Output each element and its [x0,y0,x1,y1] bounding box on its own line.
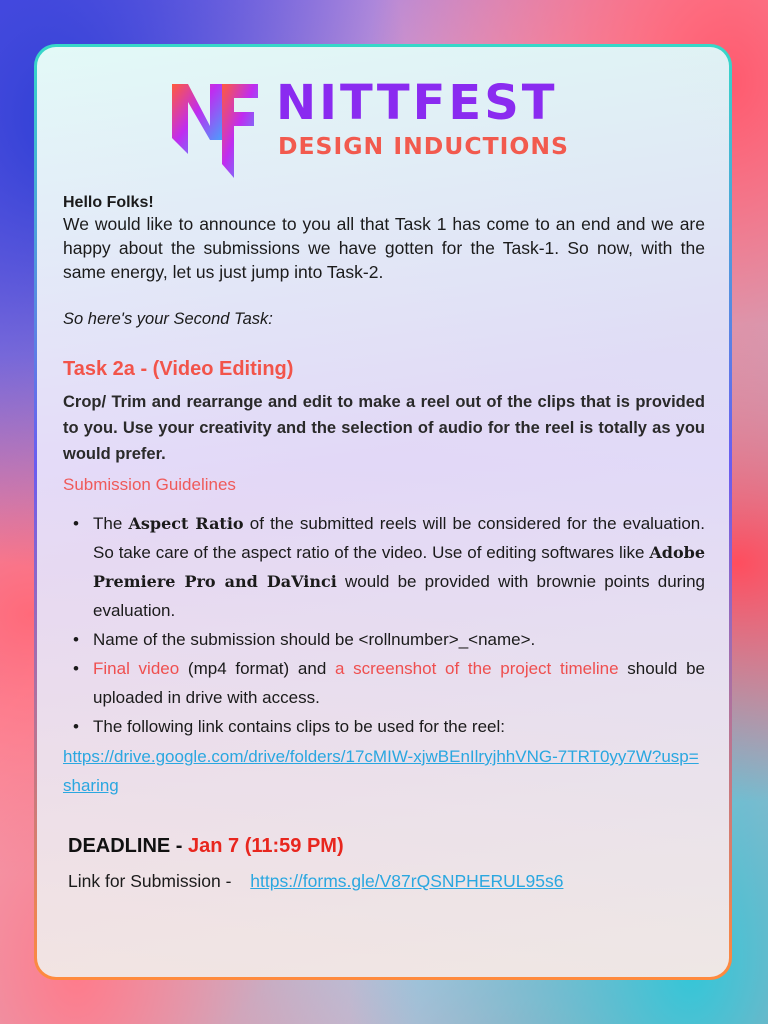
nf-logo-icon [170,80,260,180]
greeting: Hello Folks! [63,194,154,211]
brand-title: NITTFEST [276,75,558,131]
task-description: Crop/ Trim and rearrange and edit to make a reel out of the clips that is provided to you. Use your creativity and the selection of audio for the reel is totally as you would prefer. [63,393,705,463]
task-title: Task 2a - (Video Editing) [63,358,294,380]
list-item: • Final video (mp4 format) and a screenshot of the project timeline should be uploaded in drive with access. [63,654,705,712]
deadline [68,831,344,861]
drive-link-block [63,742,703,800]
second-task-line: So here's your Second Task: [63,310,273,328]
list-item: • The following link contains clips to be used for the reel: [63,712,705,741]
guidelines-list [63,509,705,741]
drive-link[interactable]: https://drive.google.com/drive/folders/17cMIW-xjwBEnIlryjhhVNG-7TRT0yy7W?usp=sharing [63,747,699,795]
screenshot-highlight: a screenshot of the project timeline [334,659,619,678]
deadline-date: Jan 7 (11:59 PM) [188,835,344,857]
aspect-ratio-bold: Aspect Ratio [128,514,244,533]
submission-label: Link for Submission - [68,871,237,891]
submission-line [68,868,563,894]
deadline-label: DEADLINE - [68,835,188,857]
brand-subtitle: DESIGN INDUCTIONS [278,132,569,160]
list-item: • Name of the submission should be <rollnumber>_<name>. [63,625,705,654]
list-item: • The Aspect Ratio of the submitted reels will be considered for the evaluation. So take care of the aspect ratio of the video. Use of editing softwares like Adobe Premiere Pro and DaVinci would be provided with brownie points during evaluation. [63,509,705,625]
submission-link[interactable]: https://forms.gle/V87rQSNPHERUL95s6 [250,871,564,891]
intro-paragraph: We would like to announce to you all that Task 1 has come to an end and we are happy about the submissions we have gotten for the Task-1. So now, with the same energy, let us just jump into Task-2. [63,214,705,282]
final-video-highlight: Final video [93,659,180,678]
guidelines-heading: Submission Guidelines [63,475,236,494]
software-bold: Adobe Premiere Pro and DaVinci [93,543,705,591]
